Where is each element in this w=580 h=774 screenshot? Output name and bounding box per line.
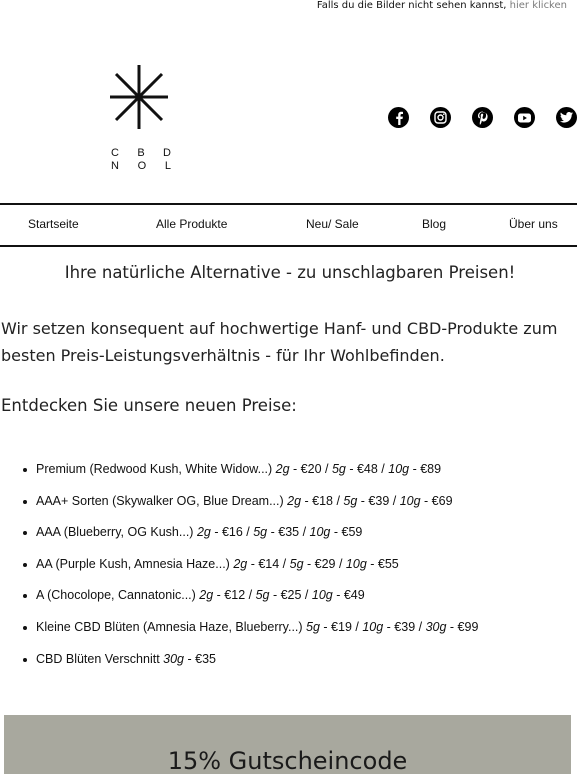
price-item — [36, 556, 478, 588]
facebook-icon[interactable] — [388, 107, 409, 128]
nav-home[interactable]: Startseite — [28, 217, 79, 231]
price-text: CBD Blüten Verschnitt — [36, 651, 164, 666]
price-text: - €55 — [366, 556, 399, 571]
price-text: A (Chocolope, Cannatonic...) — [36, 588, 200, 603]
price-quantity: 10g — [362, 619, 384, 634]
price-text: AAA (Blueberry, OG Kush...) — [36, 525, 197, 540]
logo-letter: L — [164, 160, 171, 172]
price-text: - €16 / — [210, 525, 254, 540]
price-text: - €69 — [420, 493, 453, 508]
price-quantity: 10g — [399, 493, 421, 508]
price-quantity: 5g — [253, 525, 268, 540]
price-quantity: 2g — [275, 462, 290, 476]
prices-heading: Entdecken Sie unsere neuen Preise: — [1, 396, 297, 415]
price-text: - €99 — [446, 619, 479, 634]
price-text: - €18 / — [301, 493, 344, 508]
logo-letter: N — [111, 160, 119, 172]
price-item — [36, 524, 478, 556]
voucher-title: 15% Gutscheincode — [167, 747, 408, 774]
price-text: - €35 / — [267, 525, 310, 540]
price-quantity: 2g — [199, 588, 214, 603]
tagline: Ihre natürliche Alternative - zu unschlagbaren Preisen! — [64, 263, 516, 282]
price-quantity: 5g — [343, 493, 358, 508]
price-quantity: 2g — [233, 556, 248, 571]
price-text: - €39 / — [383, 619, 426, 634]
price-quantity: 10g — [388, 462, 410, 476]
price-quantity: 10g — [309, 525, 331, 540]
price-text: - €48 / — [345, 462, 389, 476]
preheader-text: Falls du die Bilder nicht sehen kannst, — [316, 0, 507, 11]
nav-new-sale[interactable]: Neu/ Sale — [306, 217, 359, 231]
price-text: Kleine CBD Blüten (Amnesia Haze, Blueberry...) — [36, 619, 307, 634]
twitter-icon[interactable] — [556, 107, 577, 128]
price-text: AA (Purple Kush, Amnesia Haze...) — [36, 556, 234, 571]
price-text: - €59 — [330, 525, 363, 540]
price-quantity: 10g — [311, 588, 333, 603]
price-item — [36, 651, 478, 683]
price-text: - €29 / — [303, 556, 346, 571]
logo-letter: B — [137, 147, 145, 159]
price-item — [36, 493, 478, 525]
voucher-banner[interactable] — [4, 715, 571, 774]
price-text: - €19 / — [319, 619, 363, 634]
youtube-icon[interactable] — [514, 107, 535, 128]
nav-about[interactable]: Über uns — [509, 217, 558, 231]
intro-text: Wir setzen konsequent auf hochwertige Hanf- und CBD-Produkte zum besten Preis-Leistungsverhältnis - für Ihr Wohlbefinden. — [1, 319, 558, 365]
price-quantity: 5g — [255, 588, 270, 603]
price-text: - €35 — [184, 651, 216, 666]
logo-letter: D — [163, 147, 171, 159]
price-text: - €20 / — [289, 462, 332, 476]
main-navigation — [0, 203, 577, 247]
nav-all-products[interactable]: Alle Produkte — [156, 217, 228, 231]
price-text: - €25 / — [269, 588, 312, 603]
price-item — [36, 461, 478, 493]
price-quantity: 30g — [163, 651, 185, 666]
logo-letter: C — [111, 147, 119, 159]
logo-letter: O — [137, 160, 147, 172]
price-item — [36, 587, 478, 619]
price-quantity: 5g — [331, 462, 346, 476]
price-text: - €14 / — [247, 556, 290, 571]
instagram-icon[interactable] — [430, 107, 451, 128]
price-text: AAA+ Sorten (Skywalker OG, Blue Dream...) — [36, 493, 288, 508]
logo-wordmark — [111, 147, 171, 173]
nav-blog[interactable]: Blog — [422, 217, 447, 231]
view-in-browser-link[interactable]: hier klicken — [509, 0, 567, 11]
price-quantity: 10g — [345, 556, 367, 571]
price-item — [36, 619, 478, 651]
price-text: - €39 / — [357, 493, 400, 508]
price-quantity: 2g — [287, 493, 302, 508]
price-text: - €49 — [332, 588, 365, 603]
preheader — [317, 0, 567, 12]
price-quantity: 5g — [306, 619, 320, 634]
price-quantity: 30g — [425, 619, 447, 634]
price-text: - €89 — [409, 462, 442, 476]
price-quantity: 2g — [196, 525, 211, 540]
price-text: Premium (Redwood Kush, White Widow...) — [36, 462, 276, 476]
price-text: - €12 / — [213, 588, 256, 603]
social-links — [388, 107, 577, 128]
price-quantity: 5g — [289, 556, 304, 571]
price-list — [0, 461, 478, 682]
pinterest-icon[interactable] — [472, 107, 493, 128]
